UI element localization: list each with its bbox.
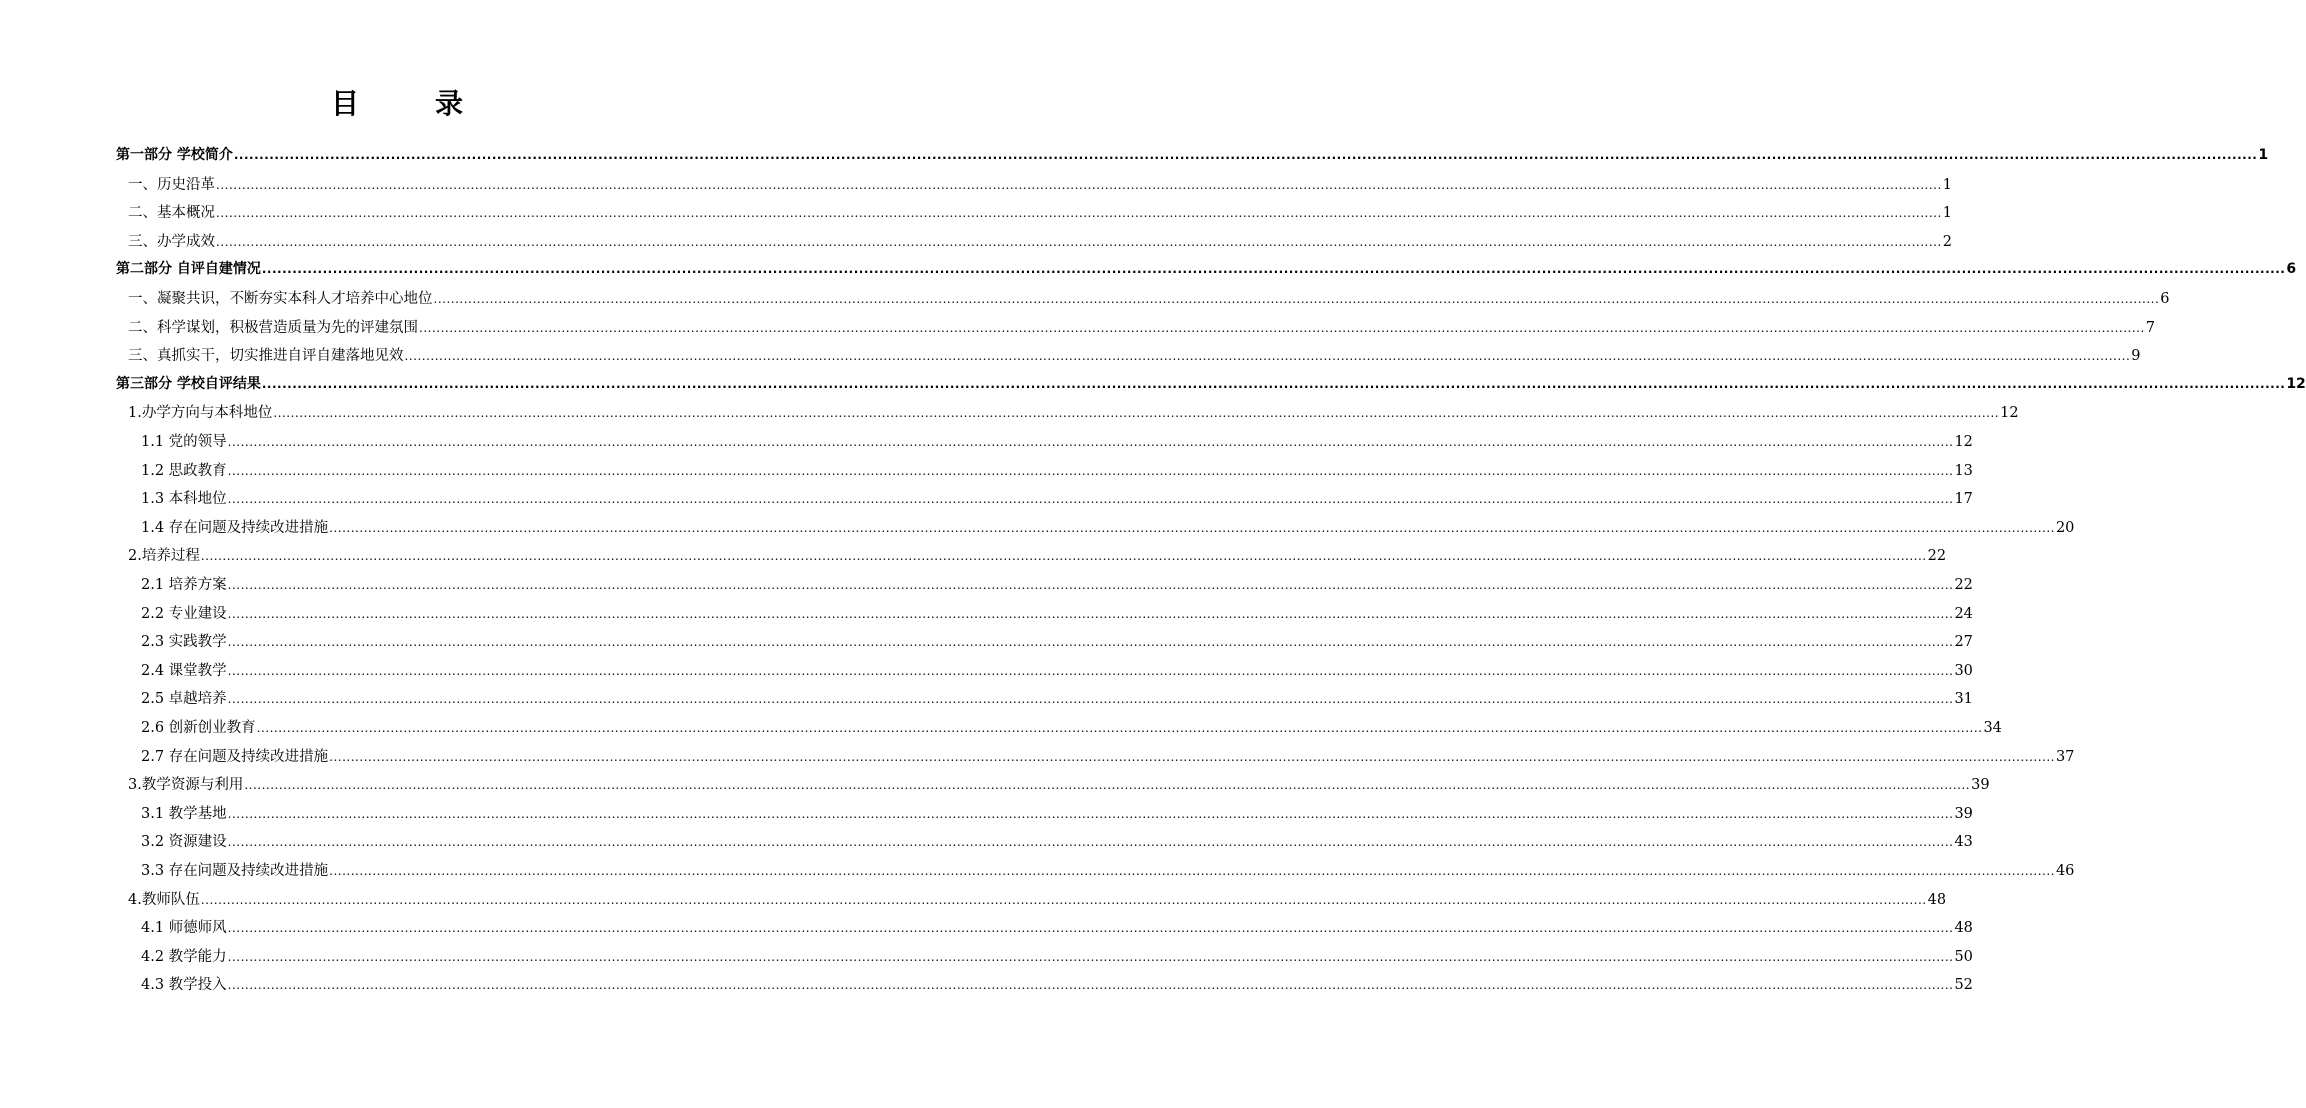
toc-leader-dots: ................................................................................................................................................................................................................................................................................................................................................................................................................ <box>216 177 1942 192</box>
toc-entry-label: 1.办学方向与本科地位 <box>128 405 273 422</box>
toc-entry-page: 13 <box>1954 462 1973 479</box>
toc-entry-label: 3.1 教学基地 <box>141 805 227 822</box>
toc-entry-page: 20 <box>2055 519 2075 536</box>
toc-leader-dots: ................................................................................................................................................................................................................................................................................................................................................................................................................ <box>227 663 1954 678</box>
toc-entry-page: 6 <box>2160 291 2170 307</box>
toc-entry-label: 2.5 卓越培养 <box>141 691 227 708</box>
toc-entry[interactable] <box>141 859 2075 881</box>
toc-leader-dots: ................................................................................................................................................................................................................................................................................................................................................................................................................ <box>329 749 2055 764</box>
toc-entry-label: 一、历史沿革 <box>128 176 215 193</box>
toc-entry-label: 二、基本概况 <box>128 205 215 222</box>
toc-entry[interactable] <box>141 916 1973 938</box>
toc-entry-label: 三、办学成效 <box>128 233 215 250</box>
toc-entry-page: 39 <box>1971 777 1990 794</box>
toc-entry-page: 34 <box>1983 720 2002 736</box>
toc-entry-page: 22 <box>1954 577 1973 593</box>
toc-entry-label: 2.7 存在问题及持续改进措施 <box>141 748 329 765</box>
toc-entry[interactable] <box>141 745 2075 767</box>
toc-leader-dots: ................................................................................................................................................................................................................................................................................................................................................................................................................ <box>261 262 2286 277</box>
toc-entry-label: 2.3 实践教学 <box>141 634 227 651</box>
toc-leader-dots: ................................................................................................................................................................................................................................................................................................................................................................................................................ <box>227 806 1954 821</box>
toc-entry-page: 1 <box>1942 176 1953 193</box>
toc-entry-page: 48 <box>1954 920 1973 937</box>
toc-entry[interactable] <box>116 373 2306 395</box>
toc-entry[interactable] <box>128 344 2141 366</box>
toc-entry-page: 48 <box>1927 891 1947 908</box>
toc-entry-page: 27 <box>1954 634 1973 651</box>
toc-leader-dots: ................................................................................................................................................................................................................................................................................................................................................................................................................ <box>216 234 1942 249</box>
toc-entry[interactable] <box>128 401 2019 423</box>
toc-entry-label: 2.培养过程 <box>128 548 200 565</box>
toc-entry[interactable] <box>128 287 2170 309</box>
toc-entry-label: 1.1 党的领导 <box>141 434 227 450</box>
toc-entry-page: 17 <box>1954 491 1973 508</box>
toc-entry[interactable] <box>141 716 2002 738</box>
page-title: 目 录 <box>330 87 487 120</box>
toc-entry-label: 二、科学谋划，积极营造质量为先的评建氛围 <box>128 319 418 336</box>
toc-leader-dots: ................................................................................................................................................................................................................................................................................................................................................................................................................ <box>256 721 1983 735</box>
toc-leader-dots: ................................................................................................................................................................................................................................................................................................................................................................................................................ <box>227 463 1954 478</box>
toc-leader-dots: ................................................................................................................................................................................................................................................................................................................................................................................................................ <box>227 835 1954 850</box>
toc-leader-dots: ................................................................................................................................................................................................................................................................................................................................................................................................................ <box>227 578 1954 592</box>
toc-entry-label: 三、真抓实干，切实推进自评自建落地见效 <box>128 348 404 365</box>
toc-leader-dots: ................................................................................................................................................................................................................................................................................................................................................................................................................ <box>227 692 1954 707</box>
toc-entry[interactable] <box>128 316 2156 338</box>
toc-entry[interactable] <box>141 945 1973 967</box>
toc-entry-label: 2.6 创新创业教育 <box>141 720 256 736</box>
toc-leader-dots: ................................................................................................................................................................................................................................................................................................................................................................................................................ <box>227 921 1954 936</box>
toc-entry-page: 1 <box>2258 147 2269 163</box>
toc-leader-dots: ................................................................................................................................................................................................................................................................................................................................................................................................................ <box>244 778 1971 793</box>
toc-entry-page: 22 <box>1927 548 1947 565</box>
toc-entry-page: 37 <box>2055 748 2075 765</box>
toc-entry-page: 24 <box>1954 605 1973 622</box>
toc-entry-page: 1 <box>1942 205 1953 222</box>
toc-entry-label: 1.3 本科地位 <box>141 491 227 508</box>
toc-entry-page: 12 <box>1954 434 1973 450</box>
toc-leader-dots: ................................................................................................................................................................................................................................................................................................................................................................................................................ <box>216 206 1942 221</box>
toc-leader-dots: ................................................................................................................................................................................................................................................................................................................................................................................................................ <box>227 635 1954 650</box>
toc-entry-page: 12 <box>2000 405 2019 422</box>
toc-entry-label: 第三部分 学校自评结果 <box>116 375 261 392</box>
toc-leader-dots: ................................................................................................................................................................................................................................................................................................................................................................................................................ <box>273 406 2000 421</box>
toc-entry-page: 39 <box>1954 805 1973 822</box>
toc-entry-label: 1.4 存在问题及持续改进措施 <box>141 519 329 536</box>
toc-leader-dots: ................................................................................................................................................................................................................................................................................................................................................................................................................ <box>233 148 2258 162</box>
toc-leader-dots: ................................................................................................................................................................................................................................................................................................................................................................................................................ <box>227 435 1954 449</box>
toc-leader-dots: ................................................................................................................................................................................................................................................................................................................................................................................................................ <box>419 320 2145 335</box>
toc-entry-label: 2.2 专业建设 <box>141 605 227 622</box>
toc-entry[interactable] <box>141 602 1973 624</box>
toc-entry[interactable] <box>128 230 1953 252</box>
toc-entry-page: 46 <box>2055 863 2075 879</box>
toc-entry-label: 第二部分 自评自建情况 <box>116 261 261 278</box>
toc-entry[interactable] <box>128 173 1953 195</box>
toc-leader-dots: ................................................................................................................................................................................................................................................................................................................................................................................................................ <box>433 292 2160 306</box>
toc-entry[interactable] <box>141 459 1973 481</box>
toc-entry[interactable] <box>141 830 1973 852</box>
toc-entry-label: 一、凝聚共识，不断夯实本科人才培养中心地位 <box>128 291 433 307</box>
toc-leader-dots: ................................................................................................................................................................................................................................................................................................................................................................................................................ <box>261 376 2286 391</box>
toc-entry-label: 4.1 师德师风 <box>141 920 227 937</box>
toc-entry-page: 9 <box>2131 348 2141 365</box>
toc-entry-page: 30 <box>1954 662 1973 679</box>
toc-entry[interactable] <box>141 573 1973 595</box>
toc-leader-dots: ................................................................................................................................................................................................................................................................................................................................................................................................................ <box>404 349 2131 364</box>
toc-entry-page: 43 <box>1954 834 1973 851</box>
toc-entry[interactable] <box>141 659 1973 681</box>
toc-leader-dots: ................................................................................................................................................................................................................................................................................................................................................................................................................ <box>200 549 1927 564</box>
toc-entry[interactable] <box>128 201 1953 223</box>
toc-leader-dots: ................................................................................................................................................................................................................................................................................................................................................................................................................ <box>200 892 1927 907</box>
toc-entry-label: 2.4 课堂教学 <box>141 662 227 679</box>
toc-entry-page: 50 <box>1954 948 1973 965</box>
toc-entry-page: 6 <box>2286 261 2297 278</box>
toc-entry[interactable] <box>141 630 1973 652</box>
toc-entry[interactable] <box>128 888 1947 910</box>
toc-leader-dots: ................................................................................................................................................................................................................................................................................................................................................................................................................ <box>227 606 1954 621</box>
toc-entry[interactable] <box>128 773 1990 795</box>
toc-entry[interactable] <box>141 516 2075 538</box>
toc-entry-label: 3.2 资源建设 <box>141 834 227 851</box>
toc-entry[interactable] <box>128 544 1947 566</box>
toc-entry-label: 3.3 存在问题及持续改进措施 <box>141 863 329 879</box>
toc-entry-page: 2 <box>1942 233 1953 250</box>
toc-entry[interactable] <box>141 973 1973 995</box>
toc-entry-page: 12 <box>2286 375 2306 392</box>
toc-entry-label: 3.教学资源与利用 <box>128 777 244 794</box>
toc-entry[interactable] <box>116 144 2269 166</box>
toc-leader-dots: ................................................................................................................................................................................................................................................................................................................................................................................................................ <box>227 978 1954 993</box>
toc-entry-label: 2.1 培养方案 <box>141 577 227 593</box>
toc-entry-label: 4.3 教学投入 <box>141 977 227 994</box>
toc-entry-label: 4.2 教学能力 <box>141 948 227 965</box>
toc-entry-page: 52 <box>1954 977 1973 994</box>
toc-leader-dots: ................................................................................................................................................................................................................................................................................................................................................................................................................ <box>329 864 2055 878</box>
toc-entry-label: 第一部分 学校简介 <box>116 147 233 163</box>
toc-leader-dots: ................................................................................................................................................................................................................................................................................................................................................................................................................ <box>227 492 1954 507</box>
toc-entry-page: 31 <box>1954 691 1973 708</box>
toc-entry[interactable] <box>141 487 1973 509</box>
toc-entry[interactable] <box>116 258 2297 280</box>
toc-leader-dots: ................................................................................................................................................................................................................................................................................................................................................................................................................ <box>227 949 1954 964</box>
toc-entry-label: 4.教师队伍 <box>128 891 200 908</box>
toc-entry[interactable] <box>141 802 1973 824</box>
toc-leader-dots: ................................................................................................................................................................................................................................................................................................................................................................................................................ <box>329 520 2055 535</box>
toc-entry[interactable] <box>141 430 1973 452</box>
toc-entry[interactable] <box>141 687 1973 709</box>
toc-entry-page: 7 <box>2145 319 2156 336</box>
toc-entry-label: 1.2 思政教育 <box>141 462 227 479</box>
